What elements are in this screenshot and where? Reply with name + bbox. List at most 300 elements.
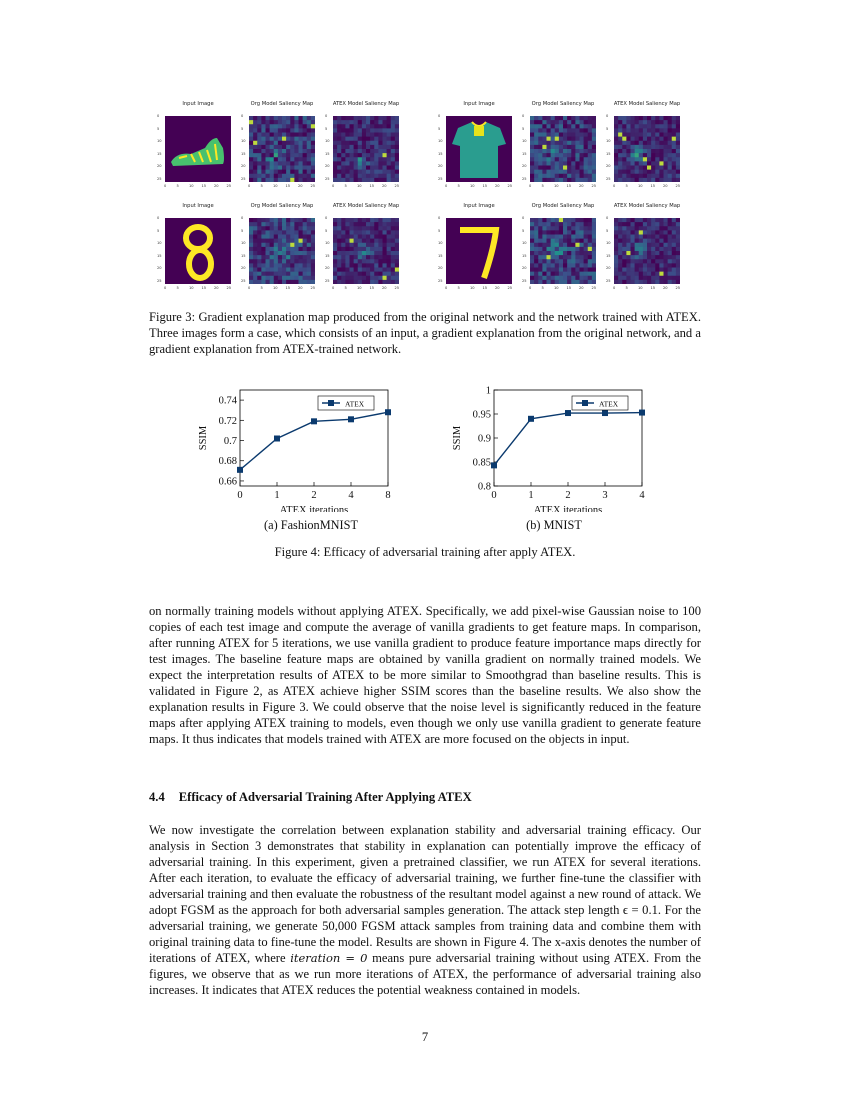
saliency-cell <box>290 239 294 243</box>
saliency-cell <box>307 222 311 226</box>
saliency-cell <box>655 124 659 128</box>
saliency-cell <box>534 170 538 174</box>
saliency-cell <box>370 153 374 157</box>
saliency-cell <box>307 166 311 170</box>
saliency-cell <box>584 230 588 234</box>
saliency-cell <box>530 239 534 243</box>
saliency-cell <box>614 153 618 157</box>
saliency-cell <box>538 239 542 243</box>
saliency-cell <box>337 230 341 234</box>
saliency-cell <box>282 263 286 267</box>
saliency-cell <box>270 239 274 243</box>
saliency-cell <box>278 157 282 161</box>
saliency-cell <box>362 272 366 276</box>
saliency-cell <box>253 166 257 170</box>
saliency-cell <box>530 161 534 165</box>
saliency-cell <box>341 124 345 128</box>
saliency-cell <box>370 178 374 182</box>
x-tick-label: 20 <box>663 286 668 290</box>
saliency-cell <box>358 263 362 267</box>
saliency-cell <box>253 272 257 276</box>
saliency-cell <box>337 153 341 157</box>
saliency-cell <box>266 272 270 276</box>
saliency-cell <box>588 272 592 276</box>
saliency-cell <box>374 170 378 174</box>
saliency-cell <box>345 157 349 161</box>
saliency-cell <box>676 145 680 149</box>
saliency-cell <box>580 235 584 239</box>
saliency-cell <box>395 243 399 247</box>
saliency-cell <box>303 230 307 234</box>
saliency-cell <box>567 259 571 263</box>
saliency-cell <box>303 137 307 141</box>
saliency-cell <box>253 230 257 234</box>
saliency-cell <box>358 255 362 259</box>
saliency-cell <box>668 128 672 132</box>
saliency-cell <box>651 174 655 178</box>
saliency-cell <box>257 133 261 137</box>
saliency-cell <box>559 239 563 243</box>
saliency-cell <box>391 161 395 165</box>
saliency-cell <box>672 141 676 145</box>
y-tick-label: 5 <box>522 126 525 131</box>
saliency-cell <box>345 268 349 272</box>
saliency-cell <box>257 116 261 120</box>
saliency-cell <box>383 251 387 255</box>
saliency-cell <box>575 166 579 170</box>
saliency-cell <box>383 166 387 170</box>
saliency-cell <box>354 153 358 157</box>
saliency-cell <box>366 149 370 153</box>
saliency-cell <box>631 141 635 145</box>
saliency-cell <box>631 255 635 259</box>
saliency-cell <box>266 230 270 234</box>
saliency-cell <box>337 137 341 141</box>
saliency-cell <box>333 276 337 280</box>
saliency-cell <box>257 230 261 234</box>
x-tick-label: 10 <box>554 286 559 290</box>
x-tick-label: 20 <box>495 184 500 188</box>
saliency-cell <box>358 226 362 230</box>
saliency-cell <box>270 222 274 226</box>
saliency-cell <box>668 133 672 137</box>
saliency-cell <box>299 116 303 120</box>
y-tick-label: 0.72 <box>218 415 237 427</box>
saliency-cell <box>542 170 546 174</box>
saliency-cell <box>290 235 294 239</box>
saliency-cell <box>307 239 311 243</box>
saliency-cell <box>592 166 596 170</box>
saliency-cell <box>294 141 298 145</box>
saliency-cell <box>299 145 303 149</box>
saliency-cell <box>588 255 592 259</box>
saliency-cell <box>261 174 265 178</box>
saliency-cell <box>563 157 567 161</box>
input-image <box>446 218 512 284</box>
x-tick-label: 10 <box>470 184 475 188</box>
saliency-cell <box>647 153 651 157</box>
saliency-cell <box>378 141 382 145</box>
saliency-cell <box>337 235 341 239</box>
saliency-cell <box>358 222 362 226</box>
saliency-cell <box>370 141 374 145</box>
saliency-cell <box>253 247 257 251</box>
saliency-cell <box>270 247 274 251</box>
y-tick-label: 20 <box>522 266 527 270</box>
saliency-cell <box>559 272 563 276</box>
x-tick-label: 5 <box>344 184 347 188</box>
x-tick-label: 0 <box>248 184 251 188</box>
saliency-cell <box>676 153 680 157</box>
saliency-cell <box>618 243 622 247</box>
saliency-cell <box>563 166 567 170</box>
saliency-cell <box>345 153 349 157</box>
saliency-cell <box>383 255 387 259</box>
saliency-cell <box>261 255 265 259</box>
saliency-cell <box>387 137 391 141</box>
saliency-cell <box>370 272 374 276</box>
saliency-cell <box>274 268 278 272</box>
x-tick-label: 20 <box>382 184 387 188</box>
saliency-cell <box>341 222 345 226</box>
saliency-cell <box>534 128 538 132</box>
saliency-cell <box>542 247 546 251</box>
saliency-cell <box>270 174 274 178</box>
saliency-cell <box>333 161 337 165</box>
saliency-cell <box>395 161 399 165</box>
saliency-cell <box>530 137 534 141</box>
saliency-cell <box>282 166 286 170</box>
saliency-cell <box>664 239 668 243</box>
saliency-cell <box>274 149 278 153</box>
saliency-cell <box>354 178 358 182</box>
saliency-cell <box>374 259 378 263</box>
saliency-cell <box>366 239 370 243</box>
saliency-cell <box>253 259 257 263</box>
saliency-cell <box>626 263 630 267</box>
saliency-cell <box>614 141 618 145</box>
saliency-cell <box>391 251 395 255</box>
saliency-cell <box>563 141 567 145</box>
saliency-cell <box>626 166 630 170</box>
panel-title: Org Model Saliency Map <box>531 101 595 107</box>
saliency-cell <box>294 166 298 170</box>
saliency-cell <box>530 174 534 178</box>
saliency-cell <box>575 124 579 128</box>
saliency-cell <box>542 230 546 234</box>
saliency-cell <box>253 251 257 255</box>
saliency-cell <box>534 120 538 124</box>
saliency-cell <box>626 120 630 124</box>
saliency-cell <box>563 124 567 128</box>
saliency-cell <box>538 247 542 251</box>
saliency-cell <box>655 243 659 247</box>
saliency-cell <box>651 247 655 251</box>
x-tick-label: 0 <box>445 184 448 188</box>
saliency-cell <box>299 137 303 141</box>
saliency-cell <box>575 255 579 259</box>
saliency-cell <box>672 145 676 149</box>
y-tick-label: 10 <box>606 241 611 245</box>
saliency-cell <box>618 174 622 178</box>
saliency-cell <box>575 222 579 226</box>
x-tick-label: 4 <box>639 490 645 501</box>
saliency-cell <box>575 276 579 280</box>
saliency-cell <box>333 226 337 230</box>
saliency-cell <box>555 178 559 182</box>
saliency-cell <box>358 137 362 141</box>
saliency-cell <box>374 263 378 267</box>
saliency-cell <box>551 230 555 234</box>
saliency-cell <box>563 280 567 284</box>
saliency-cell <box>290 222 294 226</box>
saliency-cell <box>643 161 647 165</box>
saliency-cell <box>618 226 622 230</box>
saliency-cell <box>307 268 311 272</box>
saliency-cell <box>362 251 366 255</box>
saliency-cell <box>559 137 563 141</box>
saliency-cell <box>534 137 538 141</box>
saliency-cell <box>534 157 538 161</box>
saliency-cell <box>341 230 345 234</box>
saliency-cell <box>618 116 622 120</box>
saliency-cell <box>631 116 635 120</box>
saliency-cell <box>303 235 307 239</box>
saliency-cell <box>639 166 643 170</box>
saliency-cell <box>270 251 274 255</box>
saliency-cell <box>571 116 575 120</box>
saliency-cell <box>592 230 596 234</box>
saliency-cell <box>626 137 630 141</box>
saliency-cell <box>563 178 567 182</box>
saliency-cell <box>643 153 647 157</box>
saliency-cell <box>350 276 354 280</box>
saliency-cell <box>672 276 676 280</box>
saliency-cell <box>651 251 655 255</box>
saliency-cell <box>333 218 337 222</box>
saliency-cell <box>266 161 270 165</box>
saliency-cell <box>555 174 559 178</box>
saliency-cell <box>551 276 555 280</box>
saliency-cell <box>366 141 370 145</box>
saliency-cell <box>249 149 253 153</box>
saliency-cell <box>303 239 307 243</box>
saliency-cell <box>307 133 311 137</box>
saliency-cell <box>282 141 286 145</box>
saliency-cell <box>530 120 534 124</box>
saliency-cell <box>614 239 618 243</box>
saliency-cell <box>626 276 630 280</box>
saliency-cell <box>530 153 534 157</box>
saliency-cell <box>664 263 668 267</box>
saliency-cell <box>659 218 663 222</box>
saliency-cell <box>563 268 567 272</box>
saliency-cell <box>261 149 265 153</box>
data-point <box>237 467 243 473</box>
saliency-cell <box>668 226 672 230</box>
saliency-cell <box>374 218 378 222</box>
saliency-cell <box>614 226 618 230</box>
saliency-cell <box>274 116 278 120</box>
saliency-cell <box>530 157 534 161</box>
saliency-cell <box>257 243 261 247</box>
y-tick-label: 20 <box>606 266 611 270</box>
saliency-cell <box>354 280 358 284</box>
saliency-cell <box>270 166 274 170</box>
saliency-cell <box>635 149 639 153</box>
saliency-cell <box>655 276 659 280</box>
saliency-cell <box>668 251 672 255</box>
saliency-cell <box>311 145 315 149</box>
saliency-cell <box>378 263 382 267</box>
saliency-cell <box>559 222 563 226</box>
saliency-cell <box>655 178 659 182</box>
saliency-cell <box>555 161 559 165</box>
saliency-cell <box>659 120 663 124</box>
saliency-cell <box>266 235 270 239</box>
subcaption-a: (a) FashionMNIST <box>264 518 358 532</box>
saliency-cell <box>580 178 584 182</box>
saliency-cell <box>383 137 387 141</box>
saliency-cell <box>282 247 286 251</box>
saliency-cell <box>622 272 626 276</box>
saliency-cell <box>672 137 676 141</box>
saliency-cell <box>395 272 399 276</box>
saliency-cell <box>551 251 555 255</box>
saliency-cell <box>286 222 290 226</box>
saliency-cell <box>383 128 387 132</box>
saliency-cell <box>299 120 303 124</box>
saliency-cell <box>374 145 378 149</box>
saliency-cell <box>622 141 626 145</box>
x-tick-label: 20 <box>214 184 219 188</box>
saliency-cell <box>391 276 395 280</box>
saliency-cell <box>378 170 382 174</box>
saliency-cell <box>575 170 579 174</box>
saliency-cell <box>378 251 382 255</box>
saliency-cell <box>311 263 315 267</box>
saliency-cell <box>592 226 596 230</box>
saliency-cell <box>643 239 647 243</box>
saliency-cell <box>639 230 643 234</box>
saliency-cell <box>391 235 395 239</box>
saliency-cell <box>274 230 278 234</box>
saliency-cell <box>643 276 647 280</box>
saliency-cell <box>672 268 676 272</box>
saliency-cell <box>631 222 635 226</box>
saliency-cell <box>266 137 270 141</box>
saliency-cell <box>249 145 253 149</box>
saliency-cell <box>337 222 341 226</box>
saliency-cell <box>378 120 382 124</box>
saliency-cell <box>555 218 559 222</box>
saliency-cell <box>580 263 584 267</box>
saliency-cell <box>261 170 265 174</box>
saliency-cell <box>391 247 395 251</box>
saliency-cell <box>337 161 341 165</box>
saliency-cell <box>274 280 278 284</box>
saliency-cell <box>274 239 278 243</box>
saliency-cell <box>664 133 668 137</box>
saliency-cell <box>278 124 282 128</box>
saliency-cell <box>643 268 647 272</box>
saliency-cell <box>391 226 395 230</box>
saliency-cell <box>387 280 391 284</box>
saliency-cell <box>257 222 261 226</box>
panel-title: Input Image <box>463 101 495 107</box>
saliency-cell <box>303 263 307 267</box>
saliency-cell <box>580 124 584 128</box>
saliency-cell <box>542 235 546 239</box>
saliency-cell <box>538 141 542 145</box>
saliency-cell <box>672 149 676 153</box>
saliency-cell <box>647 166 651 170</box>
saliency-cell <box>575 239 579 243</box>
saliency-cell <box>559 170 563 174</box>
saliency-cell <box>261 280 265 284</box>
saliency-cell <box>534 149 538 153</box>
saliency-cell <box>257 276 261 280</box>
saliency-cell <box>626 157 630 161</box>
saliency-cell <box>551 120 555 124</box>
saliency-cell <box>626 170 630 174</box>
panel-title: Org Model Saliency Map <box>250 101 314 107</box>
saliency-cell <box>266 239 270 243</box>
saliency-cell <box>374 166 378 170</box>
saliency-cell <box>282 153 286 157</box>
saliency-cell <box>311 153 315 157</box>
saliency-cell <box>290 153 294 157</box>
saliency-cell <box>580 153 584 157</box>
panel-title: Org Model Saliency Map <box>531 203 595 209</box>
saliency-cell <box>672 178 676 182</box>
saliency-cell <box>378 124 382 128</box>
saliency-cell <box>668 145 672 149</box>
saliency-cell <box>626 247 630 251</box>
saliency-cell <box>547 226 551 230</box>
saliency-cell <box>647 170 651 174</box>
saliency-cell <box>261 166 265 170</box>
panel-title: ATEX Model Saliency Map <box>613 101 681 107</box>
saliency-cell <box>559 259 563 263</box>
panel-title: ATEX Model Saliency Map <box>332 101 400 107</box>
x-tick-label: 25 <box>226 184 232 188</box>
saliency-cell <box>395 218 399 222</box>
saliency-cell <box>538 276 542 280</box>
saliency-cell <box>350 222 354 226</box>
saliency-cell <box>559 166 563 170</box>
saliency-cell <box>626 239 630 243</box>
saliency-cell <box>366 120 370 124</box>
x-tick-label: 25 <box>591 286 597 290</box>
saliency-cell <box>676 222 680 226</box>
saliency-cell <box>253 263 257 267</box>
saliency-cell <box>270 120 274 124</box>
x-tick-label: 15 <box>201 286 207 290</box>
saliency-cell <box>374 116 378 120</box>
saliency-cell <box>639 149 643 153</box>
saliency-cell <box>622 166 626 170</box>
saliency-cell <box>651 259 655 263</box>
saliency-cell <box>614 124 618 128</box>
saliency-cell <box>387 259 391 263</box>
saliency-cell <box>651 149 655 153</box>
saliency-cell <box>534 161 538 165</box>
saliency-cell <box>668 259 672 263</box>
saliency-cell <box>559 120 563 124</box>
saliency-cell <box>370 222 374 226</box>
saliency-cell <box>350 124 354 128</box>
